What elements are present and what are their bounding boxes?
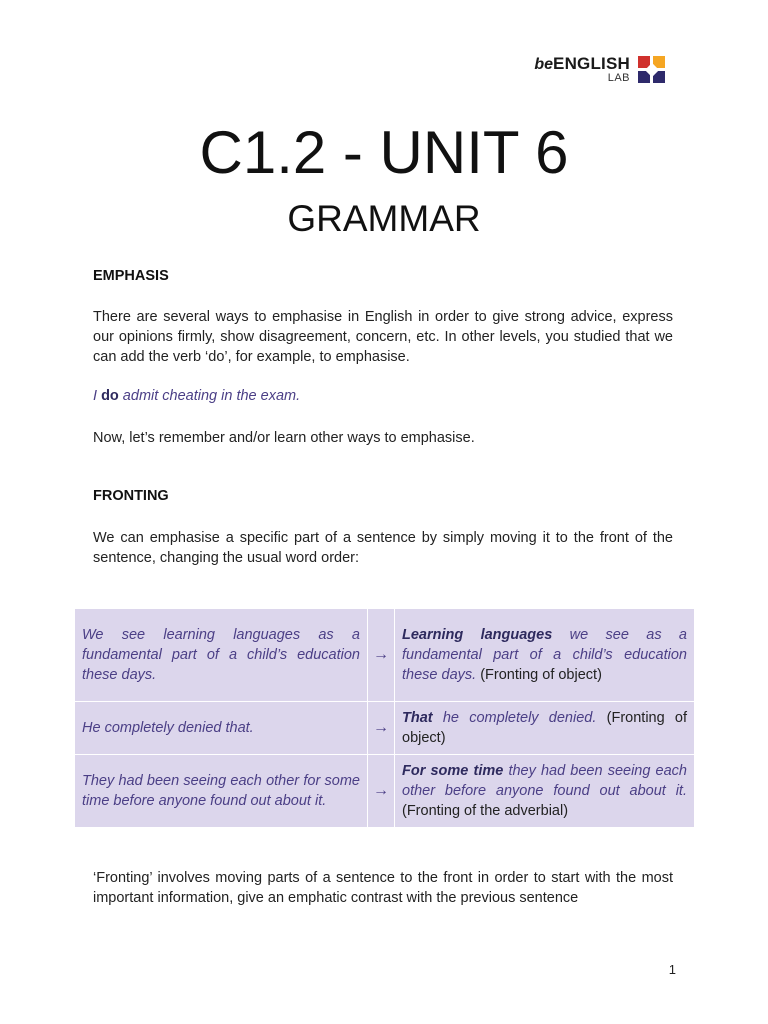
logo-english: ENGLISH <box>553 54 630 73</box>
fronting-type: (Fronting of object) <box>402 710 688 746</box>
page-title: C1.2 - UNIT 6 <box>199 119 569 186</box>
logo-wordmark <box>534 54 630 74</box>
fronted-part: That <box>402 710 433 726</box>
table-row <box>75 609 695 702</box>
emphasis-paragraph: There are several ways to emphasise in English in order to give strong advice, express our opinions firmly, show disagreement, concern, etc. In other levels, you studied that we can add the verb ‘do’, for example, to emphasise. <box>93 309 673 365</box>
page-subtitle: GRAMMAR <box>287 198 481 239</box>
page-number: 1 <box>668 962 676 977</box>
fronting-closing: ‘Fronting’ involves moving parts of a sentence to the front in order to start with the most important information, give an emphatic contrast with the previous sentence <box>93 870 673 906</box>
fronting-table <box>74 608 695 828</box>
fronted-part: For some time <box>402 763 504 779</box>
emphasis-after: Now, let’s remember and/or learn other ways to emphasise. <box>93 430 475 446</box>
original-sentence: We see learning languages as a fundamental part of a child’s education these days. <box>75 609 368 702</box>
fronted-part: Learning languages <box>402 627 553 643</box>
table-row <box>75 755 695 828</box>
fronting-type: (Fronting of object) <box>476 667 602 683</box>
fronted-sentence <box>395 755 695 828</box>
arrow-icon: → <box>368 702 395 755</box>
sentence-rest: they had been seeing each other before anyone found out about it. <box>402 763 687 799</box>
original-sentence: They had been seeing each other for some time before anyone found out about it. <box>75 755 368 828</box>
sentence-rest: he completely denied. <box>432 710 597 726</box>
sentence-rest: we see as a fundamental part of a child’s education these days. <box>402 627 687 683</box>
fronting-paragraph: We can emphasise a specific part of a sentence by simply moving it to the front of the sentence, changing the usual word order: <box>93 530 673 566</box>
brand-logo <box>524 54 670 88</box>
emphasis-heading: EMPHASIS <box>93 268 169 284</box>
emphasis-example <box>93 388 300 404</box>
arrow-icon: → <box>368 755 395 828</box>
fronted-sentence <box>395 609 695 702</box>
example-bold: do <box>101 388 119 404</box>
logo-lab: LAB <box>607 72 630 84</box>
example-post: admit cheating in the exam. <box>118 388 301 404</box>
fronting-heading: FRONTING <box>93 488 169 504</box>
arrow-icon: → <box>368 609 395 702</box>
example-pre: I <box>93 388 102 404</box>
original-sentence: He completely denied that. <box>75 702 368 755</box>
fronting-type: (Fronting of the adverbial) <box>402 803 569 819</box>
fronted-sentence <box>395 702 695 755</box>
logo-be: be <box>534 56 554 73</box>
logo-squares-icon <box>638 56 666 84</box>
table-row <box>75 702 695 755</box>
